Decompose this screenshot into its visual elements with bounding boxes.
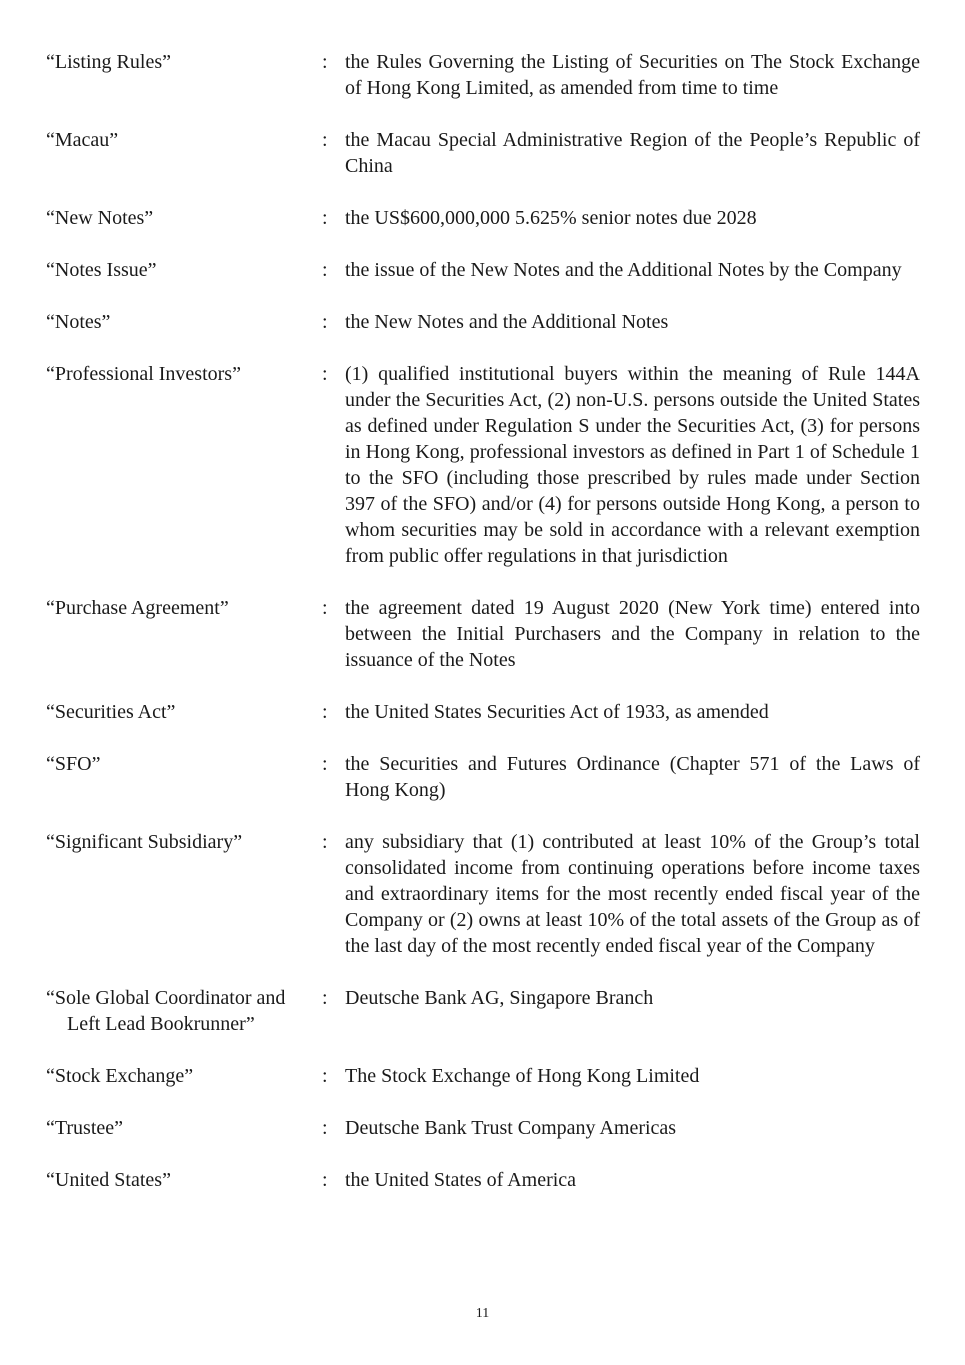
term: “Stock Exchange”	[46, 1065, 194, 1087]
definition-text: the Rules Governing the Listing of Securities on The Stock Exchange of Hong Kong Limited, as amended from time to time	[345, 51, 920, 99]
term: “SFO”	[46, 753, 101, 775]
definition-text: The Stock Exchange of Hong Kong Limited	[345, 1065, 700, 1087]
term: “Purchase Agreement”	[46, 597, 229, 619]
definition-row-new-notes	[46, 205, 920, 231]
definition-text: the United States of America	[345, 1169, 577, 1191]
definition-text: the agreement dated 19 August 2020 (New York time) entered into between the Initial Purchasers and the Company in relation to the issuance of the Notes	[345, 597, 920, 671]
definition-row-sole-global-coordinator	[46, 985, 920, 1037]
term: “United States”	[46, 1169, 171, 1191]
definition-row-listing-rules	[46, 49, 920, 101]
separator: :	[322, 129, 328, 151]
separator: :	[322, 311, 328, 333]
separator: :	[322, 207, 328, 229]
definition-row-united-states	[46, 1167, 920, 1193]
term: “Listing Rules”	[46, 51, 171, 73]
term: “New Notes”	[46, 207, 154, 229]
definition-text: Deutsche Bank Trust Company Americas	[345, 1117, 677, 1139]
term: “Sole Global Coordinator and Left Lead Bookrunner”	[46, 987, 286, 1035]
separator: :	[322, 1065, 328, 1087]
separator: :	[322, 363, 328, 385]
term: “Notes”	[46, 311, 111, 333]
definition-row-securities-act	[46, 699, 920, 725]
term: “Professional Investors”	[46, 363, 241, 385]
term: “Trustee”	[46, 1117, 124, 1139]
definition-text: the Macau Special Administrative Region of the People’s Republic of China	[345, 129, 920, 177]
definition-text: the United States Securities Act of 1933, as amended	[345, 701, 769, 723]
definition-text: (1) qualified institutional buyers within the meaning of Rule 144A under the Securities Act, (2) non-U.S. persons outside the United States as defined under Regulation S under the Securities Act, (3) for persons in Hong Kong, professional investors as defined in Part 1 of Schedule 1 to the SFO (including those prescribed by rules made under Section 397 of the SFO) and/or (4) for persons outside Hong Kong, a person to whom securities may be sold in accordance with a relevant exemption from public offer regulations in that jurisdiction	[345, 363, 920, 567]
separator: :	[322, 1117, 328, 1139]
definition-text: the issue of the New Notes and the Additional Notes by the Company	[345, 259, 902, 281]
page-number: 11	[475, 1306, 490, 1321]
definition-text: the Securities and Futures Ordinance (Chapter 571 of the Laws of Hong Kong)	[345, 753, 920, 801]
definition-row-sfo	[46, 751, 920, 803]
definition-text: the US$600,000,000 5.625% senior notes due 2028	[345, 207, 757, 229]
definition-row-purchase-agreement	[46, 595, 920, 673]
definition-text: the New Notes and the Additional Notes	[345, 311, 669, 333]
separator: :	[322, 753, 328, 775]
term: “Securities Act”	[46, 701, 176, 723]
term: “Significant Subsidiary”	[46, 831, 243, 853]
definition-row-notes	[46, 309, 920, 335]
definition-text: Deutsche Bank AG, Singapore Branch	[345, 987, 654, 1009]
separator: :	[322, 1169, 328, 1191]
definition-row-notes-issue	[46, 257, 920, 283]
definition-row-macau	[46, 127, 920, 179]
definition-row-professional-investors	[46, 361, 920, 569]
separator: :	[322, 259, 328, 281]
separator: :	[322, 831, 328, 853]
definitions-list	[46, 49, 920, 1219]
term: “Macau”	[46, 129, 119, 151]
separator: :	[322, 701, 328, 723]
term: “Notes Issue”	[46, 259, 157, 281]
definition-row-significant-subsidiary	[46, 829, 920, 959]
separator: :	[322, 51, 328, 73]
definition-row-stock-exchange	[46, 1063, 920, 1089]
separator: :	[322, 987, 328, 1009]
definition-text: any subsidiary that (1) contributed at least 10% of the Group’s total consolidated income from continuing operations before income taxes and extraordinary items for the most recently ended fiscal year of the Company or (2) owns at least 10% of the total assets of the Group as of the last day of the most recently ended fiscal year of the Company	[345, 831, 920, 957]
definition-row-trustee	[46, 1115, 920, 1141]
separator: :	[322, 597, 328, 619]
